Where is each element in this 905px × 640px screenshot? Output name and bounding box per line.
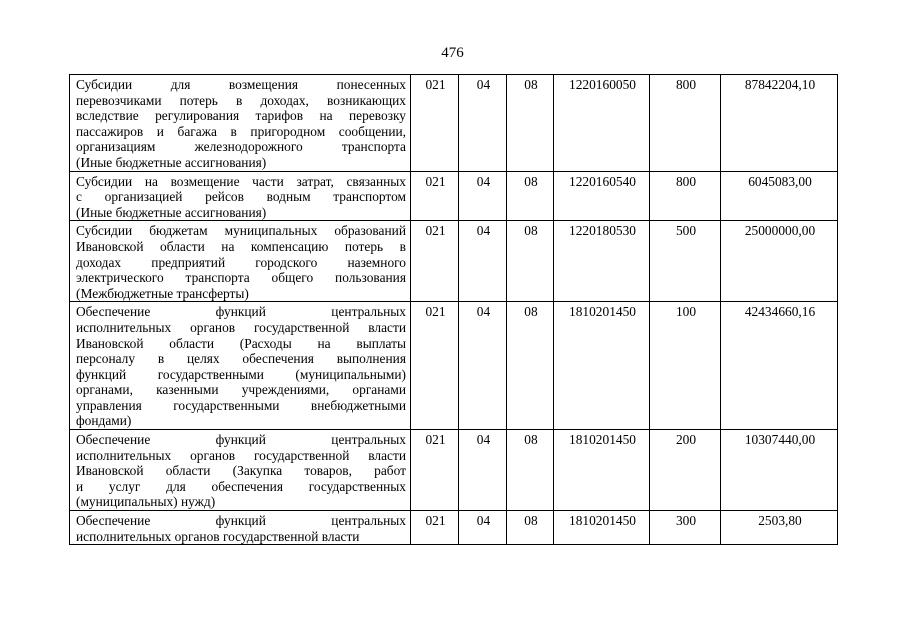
description-line: Субсидии бюджетам муниципальных образований xyxy=(76,223,406,239)
table-row xyxy=(70,430,838,511)
table-row xyxy=(70,511,838,545)
cell-expense-type: 300 xyxy=(650,511,721,545)
description-line: функций государственными (муниципальными) xyxy=(76,366,406,382)
cell-ministry-code: 021 xyxy=(411,221,459,302)
cell-ministry-code: 021 xyxy=(411,430,459,511)
description-line: персоналу в целях обеспечения выполнения xyxy=(76,351,406,367)
cell-ministry-code: 021 xyxy=(411,511,459,545)
cell-subsection-code: 08 xyxy=(507,221,554,302)
description-line: с организацией рейсов водным транспортом xyxy=(76,189,406,205)
cell-ministry-code: 021 xyxy=(411,75,459,172)
description-line: перевозчиками потерь в доходах, возникающих xyxy=(76,92,406,108)
table-row xyxy=(70,302,838,430)
description-line: (Межбюджетные трансферты) xyxy=(76,285,249,301)
description-line: пассажиров и багажа в пригородном сообщении, xyxy=(76,123,406,139)
cell-subsection-code: 08 xyxy=(507,511,554,545)
description-line: Ивановской области (Закупка товаров, работ xyxy=(76,463,406,479)
description-line: исполнительных органов государственной власти xyxy=(76,528,360,544)
cell-subsection-code: 08 xyxy=(507,75,554,172)
description-line: исполнительных органов государственной власти xyxy=(76,447,406,463)
description-line: организациям железнодорожного транспорта xyxy=(76,139,406,155)
cell-expense-type: 500 xyxy=(650,221,721,302)
cell-amount: 10307440,00 xyxy=(721,430,838,511)
cell-expense-type: 100 xyxy=(650,302,721,430)
description-line: исполнительных органов государственной власти xyxy=(76,319,406,335)
table-row xyxy=(70,75,838,172)
description-line: (муниципальных) нужд) xyxy=(76,494,216,510)
cell-description xyxy=(70,511,411,545)
cell-section-code: 04 xyxy=(459,221,507,302)
cell-target-article: 1810201450 xyxy=(554,302,650,430)
description-line: Субсидии на возмещение части затрат, связанных xyxy=(76,173,406,189)
cell-amount: 6045083,00 xyxy=(721,171,838,221)
cell-amount: 2503,80 xyxy=(721,511,838,545)
description-line: доходах предприятий городского наземного xyxy=(76,254,406,270)
cell-description xyxy=(70,430,411,511)
cell-target-article: 1220160050 xyxy=(554,75,650,172)
cell-amount: 25000000,00 xyxy=(721,221,838,302)
table-body xyxy=(70,75,838,545)
description-line: Ивановской области на компенсацию потерь в xyxy=(76,238,406,254)
description-line: (Иные бюджетные ассигнования) xyxy=(76,204,267,220)
description-line: фондами) xyxy=(76,413,132,429)
cell-target-article: 1220160540 xyxy=(554,171,650,221)
description-line: Ивановской области (Расходы на выплаты xyxy=(76,335,406,351)
cell-description xyxy=(70,221,411,302)
cell-target-article: 1810201450 xyxy=(554,430,650,511)
table-row xyxy=(70,221,838,302)
description-line: электрического транспорта общего пользования xyxy=(76,270,406,286)
cell-description xyxy=(70,171,411,221)
cell-amount: 87842204,10 xyxy=(721,75,838,172)
cell-expense-type: 800 xyxy=(650,75,721,172)
description-line: и услуг для обеспечения государственных xyxy=(76,478,406,494)
table-row xyxy=(70,171,838,221)
page-number: 476 xyxy=(441,45,464,61)
cell-section-code: 04 xyxy=(459,302,507,430)
description-line: управления государственными внебюджетными xyxy=(76,397,406,413)
description-line: Обеспечение функций центральных xyxy=(76,432,406,448)
cell-ministry-code: 021 xyxy=(411,302,459,430)
description-line: Обеспечение функций центральных xyxy=(76,304,406,320)
budget-table xyxy=(69,74,838,545)
cell-expense-type: 800 xyxy=(650,171,721,221)
description-line: Субсидии для возмещения понесенных xyxy=(76,77,406,92)
description-line: (Иные бюджетные ассигнования) xyxy=(76,154,267,170)
cell-ministry-code: 021 xyxy=(411,171,459,221)
cell-target-article: 1810201450 xyxy=(554,511,650,545)
cell-section-code: 04 xyxy=(459,511,507,545)
description-line: Обеспечение функций центральных xyxy=(76,513,406,529)
cell-description xyxy=(70,75,411,172)
description-line: вследствие регулирования тарифов на перевозку xyxy=(76,108,406,124)
description-line: органами, казенными учреждениями, органами xyxy=(76,382,406,398)
cell-subsection-code: 08 xyxy=(507,171,554,221)
cell-target-article: 1220180530 xyxy=(554,221,650,302)
cell-section-code: 04 xyxy=(459,430,507,511)
cell-subsection-code: 08 xyxy=(507,430,554,511)
cell-section-code: 04 xyxy=(459,75,507,172)
cell-expense-type: 200 xyxy=(650,430,721,511)
cell-description xyxy=(70,302,411,430)
cell-section-code: 04 xyxy=(459,171,507,221)
cell-subsection-code: 08 xyxy=(507,302,554,430)
cell-amount: 42434660,16 xyxy=(721,302,838,430)
